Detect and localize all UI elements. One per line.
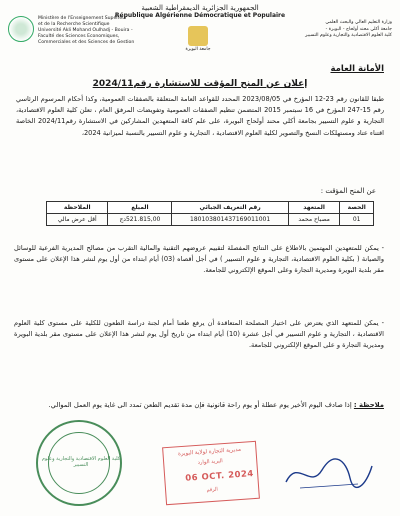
handwritten-signature: [280, 452, 376, 494]
faculty-emblem: [188, 26, 208, 46]
header-left-line: Faculté des Sciences Economiques,: [38, 34, 120, 39]
bullet-evaluation: [14, 243, 384, 276]
header-left-line: et de la Recherche Scientifique: [38, 22, 110, 27]
award-subheading: عن المنح المؤقت :: [320, 187, 376, 195]
cell-nif: 180103801437169011001: [172, 214, 288, 226]
stamp-rect-org: مديرية التجارة لولاية البويرة: [177, 446, 242, 458]
header-left-block: [38, 16, 158, 46]
document-title: إعلان عن المنح المؤقت للاستشارة رقم2024/11: [92, 79, 308, 89]
header-right-line: وزارة التعليم العالي والبحث العلمي: [325, 20, 392, 25]
col-amount: المبلغ: [108, 202, 172, 214]
cell-lot: 01: [340, 214, 374, 226]
university-logo: [8, 16, 34, 42]
emblem-caption: جامعة البويرة: [185, 47, 211, 52]
header-left-line: Ministère de l'Enseignement Supérieur: [38, 16, 128, 21]
col-bidder: المتعهد: [288, 202, 340, 214]
stamp-round-text: كلية العلوم الاقتصادية والتجارية وعلوم التسيير: [41, 456, 121, 468]
commerce-received-stamp: [162, 441, 260, 505]
col-lot: الحصة: [340, 202, 374, 214]
cell-note: أقل عرض مالي: [47, 214, 108, 226]
table-row: [47, 214, 374, 226]
award-table: [46, 201, 374, 226]
stamp-rect-number: الرقم: [206, 486, 219, 494]
header-left-line: Commerciales et des Sciences de Gestion: [38, 40, 135, 45]
stamp-rect-mail: البريد الوارد: [197, 458, 224, 466]
bullet-marker: -: [378, 319, 384, 327]
header-right-line: كلية العلوم الاقتصادية والتجارية وعلوم التسيير: [305, 33, 392, 38]
faculty-round-stamp: [36, 420, 122, 506]
cell-amount: 521.815,00دج: [108, 214, 172, 226]
header-right-block: [280, 20, 392, 40]
header-left-line: Université Akli Mohand Oulhadj - Bouira -: [38, 28, 133, 33]
bullet-text: يمكن للمتعهدين المهتمين بالاطلاع على النتائج المفصلة لتقييم عروضهم التقنية والمالية التقرب من مصالح المديرية الفرعية للوسائل والصيانة ( بكلية العلوم الاقتصادية، التجارية و علوم التسيير ) في أجل أقصاه (03) أيام ابتداء من أول يوم لنشر هذا الإعلان على مستوى مقر بلدية البويرة ومديرية التجارة وعلى الموقع الإلكتروني للجامعة.: [14, 244, 384, 274]
bullet-marker: -: [378, 244, 384, 252]
section-label: الأمانة العامة: [330, 64, 384, 74]
stamp-rect-date: 06 OCT. 2024: [184, 469, 255, 484]
republic-title-fr: République Algérienne Démocratique et Populaire: [114, 12, 286, 19]
col-nif: رقم التعريف الجبائي: [172, 202, 288, 214]
table-header-row: [47, 202, 374, 214]
cell-bidder: مصباح محمد: [288, 214, 340, 226]
note-text: إذا صادف اليوم الأخير يوم عطلة أو يوم راحة قانونية فإن مدة تقديم الطعن تمدد الى غاية يوم العمل الموالي.: [48, 401, 352, 409]
intro-paragraph: طبقا للقانون رقم 23-12 المؤرخ في 2023/08/05 المحدد للقواعد العامة المتعلقة بالصفقات العمومية، وكذا أحكام المرسوم الرئاسي رقم 15-247 المؤرخ في 16 سبتمبر 2015 المتضمن تنظيم الصفقات العمومية وتفويضات المرفق العام ، تعلن كلية العلوم الاقتصادية، التجارية و علوم التسيير بجامعة أكلي محند أولحاج البويرة، على علم كافة المتعهدين المشاركين في الاستشارة رقم2024/11 الخاصة اقتناء عتاد ومستهلكات النسخ والتصوير لكلية العلوم الاقتصادية ، التجارية و علوم التسيير بالنسبة لميزانية 2024،: [16, 95, 385, 137]
header-right-line: جامعة أكلي محند أولحاج - البويرة -: [325, 26, 392, 32]
republic-title-ar: الجمهورية الجزائرية الديمقراطية الشعبية: [141, 4, 259, 12]
note-label: ملاحظة :: [353, 401, 384, 409]
col-note: الملاحظة: [47, 202, 108, 214]
bullet-text: يمكن للمتعهد الذي يعترض على اختيار المصلحة المتعاقدة أن يرفع طعنا أمام لجنة دراسة الطعون للكلية على مستوى كلية العلوم الاقتصادية ، التجارية و علوم التسيير في أجل عشرة (10) أيام ابتداء من تاريخ أول يوم لنشر هذا الإعلان على مستوى مقر بلدية البويرة ومديرية التجارة و على الموقع الإلكتروني للجامعة.: [14, 319, 384, 349]
note-block: [14, 400, 384, 411]
bullet-appeal: [14, 318, 384, 351]
